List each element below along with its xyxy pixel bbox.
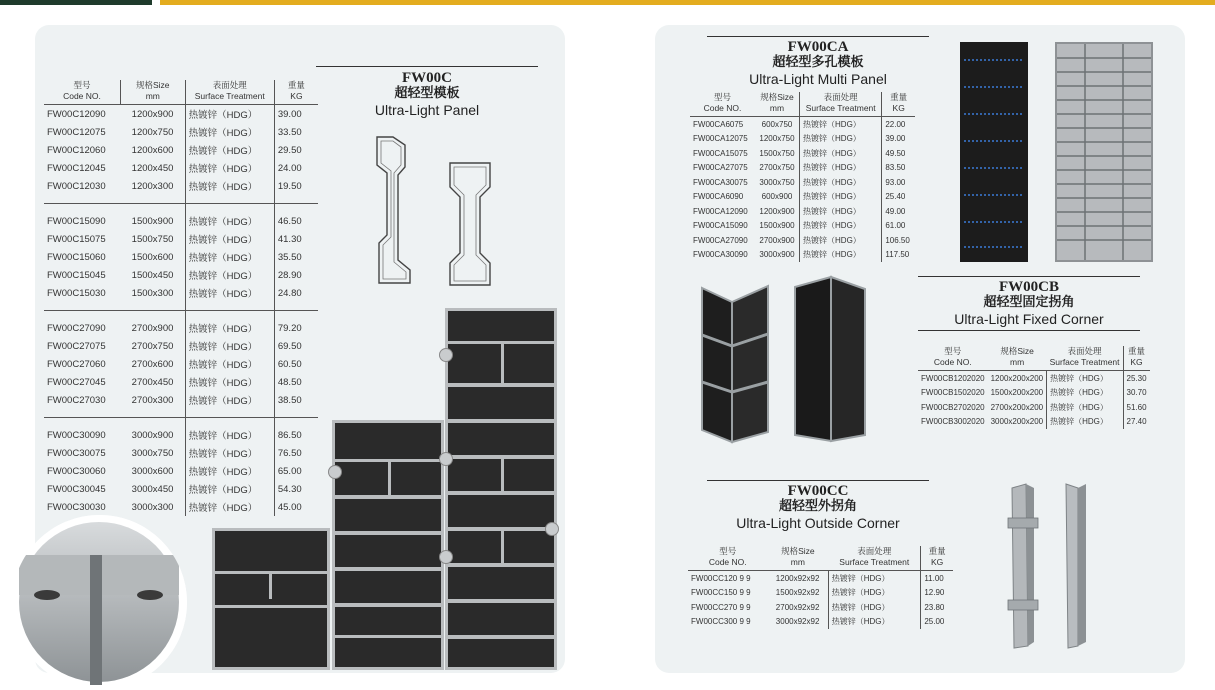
header-bar-dark bbox=[0, 0, 152, 5]
cell-size: 2700x300 bbox=[131, 394, 174, 406]
cell-weight: 83.50 bbox=[882, 161, 915, 176]
cell-weight: 65.00 bbox=[274, 462, 318, 480]
fw00ca-spec-table bbox=[690, 92, 915, 262]
cell-size: 3000x750 bbox=[759, 177, 795, 187]
cell-size: 1200x900 bbox=[131, 108, 174, 120]
cell-size: 2700x200x200 bbox=[990, 402, 1044, 412]
table-row bbox=[690, 161, 915, 176]
cell-size: 1200x92x92 bbox=[775, 573, 820, 583]
table-row bbox=[918, 386, 1150, 401]
cell-surface: 热镀锌（HDG） bbox=[1047, 400, 1123, 415]
cell-size: 1500x600 bbox=[131, 251, 174, 263]
cell-size: 2700x750 bbox=[759, 163, 795, 173]
fw00c-spec-table bbox=[44, 80, 318, 516]
table-row bbox=[690, 175, 915, 190]
fw00cc-en: Ultra-Light Outside Corner bbox=[736, 515, 900, 531]
multi-panel-hole-pattern bbox=[960, 42, 1028, 262]
fw00ca-en: Ultra-Light Multi Panel bbox=[749, 71, 887, 87]
cell-code: FW00C30090 bbox=[44, 418, 120, 445]
cell-surface: 热镀锌（HDG） bbox=[185, 177, 274, 204]
cell-surface: 热镀锌（HDG） bbox=[185, 444, 274, 462]
cell-code: FW00C27060 bbox=[47, 358, 106, 370]
table-row bbox=[690, 117, 915, 132]
cc-col-code: 型号 Code NO. bbox=[688, 546, 768, 571]
table-row bbox=[44, 248, 318, 266]
col-code: 型号 Code NO. bbox=[44, 80, 120, 105]
table-row bbox=[44, 373, 318, 391]
cell-code: FW00CA30075 bbox=[693, 177, 748, 187]
cell-code: FW00CB1502020 bbox=[921, 388, 985, 398]
cell-weight: 24.80 bbox=[274, 284, 318, 311]
ca-col-code: 型号 Code NO. bbox=[690, 92, 755, 117]
cell-code: FW00C30075 bbox=[47, 447, 106, 459]
cell-size: 1200x900 bbox=[759, 206, 795, 216]
table-row bbox=[44, 462, 318, 480]
cell-code: FW00C15060 bbox=[47, 251, 106, 263]
cell-surface: 热镀锌（HDG） bbox=[185, 355, 274, 373]
cell-weight: 38.50 bbox=[274, 391, 318, 418]
cc-col-surface: 表面处理 Surface Treatment bbox=[828, 546, 921, 571]
cell-surface: 热镀锌（HDG） bbox=[185, 123, 274, 141]
ca-col-surface: 表面处理 Surface Treatment bbox=[800, 92, 882, 117]
fixed-corner-photo-2 bbox=[793, 275, 868, 445]
cell-weight: 46.50 bbox=[274, 204, 318, 231]
cell-surface: 热镀锌（HDG） bbox=[185, 418, 274, 445]
fixed-corner-drawing-2 bbox=[793, 275, 868, 445]
cell-surface: 热镀锌（HDG） bbox=[1047, 371, 1123, 386]
cell-code: FW00C30045 bbox=[47, 483, 106, 495]
cell-surface: 热镀锌（HDG） bbox=[800, 146, 882, 161]
table-row bbox=[690, 233, 915, 248]
cell-surface: 热镀锌（HDG） bbox=[185, 373, 274, 391]
cell-size: 1500x900 bbox=[120, 204, 185, 231]
cell-code: FW00CA27090 bbox=[693, 235, 748, 245]
cell-weight: 106.50 bbox=[882, 233, 915, 248]
fw00cc-spec-table bbox=[688, 546, 953, 629]
table-row bbox=[44, 311, 318, 338]
cell-size: 3000x92x92 bbox=[775, 617, 820, 627]
cell-weight: 23.80 bbox=[921, 600, 953, 615]
cell-weight: 79.20 bbox=[274, 311, 318, 338]
cell-code: FW00CA6090 bbox=[693, 192, 744, 202]
col-size: 规格Size mm bbox=[120, 80, 185, 105]
fixed-corner-drawing-1 bbox=[700, 280, 770, 445]
fw00cb-title bbox=[918, 276, 1140, 331]
cb-col-surface: 表面处理 Surface Treatment bbox=[1047, 346, 1123, 371]
cell-surface: 热镀锌（HDG） bbox=[185, 141, 274, 159]
fw00c-en: Ultra-Light Panel bbox=[374, 102, 480, 118]
cell-weight: 48.50 bbox=[274, 373, 318, 391]
cell-size: 1500x200x200 bbox=[990, 388, 1044, 398]
outside-corner-photo bbox=[998, 482, 1098, 650]
cell-surface: 热镀锌（HDG） bbox=[828, 600, 921, 615]
table-row bbox=[44, 105, 318, 124]
cell-weight: 12.90 bbox=[921, 586, 953, 601]
cell-code: FW00CB2702020 bbox=[921, 402, 985, 412]
cell-surface: 热镀锌（HDG） bbox=[185, 311, 274, 338]
cell-size: 3000x450 bbox=[131, 483, 174, 495]
ca-col-size: 规格Size mm bbox=[755, 92, 800, 117]
cell-surface: 热镀锌（HDG） bbox=[800, 190, 882, 205]
table-row bbox=[44, 204, 318, 231]
fw00c-code: FW00C bbox=[402, 70, 452, 86]
cell-weight: 117.50 bbox=[882, 248, 915, 263]
cell-weight: 28.90 bbox=[274, 266, 318, 284]
table-row bbox=[44, 230, 318, 248]
cell-surface: 热镀锌（HDG） bbox=[185, 462, 274, 480]
cell-surface: 热镀锌（HDG） bbox=[185, 391, 274, 418]
cell-surface: 热镀锌（HDG） bbox=[185, 204, 274, 231]
table-row bbox=[918, 415, 1150, 430]
table-row bbox=[690, 219, 915, 234]
cell-code: FW00C12090 bbox=[47, 108, 106, 120]
table-row bbox=[44, 480, 318, 498]
cell-weight: 33.50 bbox=[274, 123, 318, 141]
cell-weight: 25.30 bbox=[1123, 371, 1150, 386]
cell-size: 1200x200x200 bbox=[990, 373, 1044, 383]
cb-col-code: 型号 Code NO. bbox=[918, 346, 988, 371]
cell-size: 600x900 bbox=[761, 192, 793, 202]
fixed-corner-photo-1 bbox=[700, 280, 770, 445]
cell-size: 1200x750 bbox=[759, 134, 795, 144]
cell-weight: 41.30 bbox=[274, 230, 318, 248]
cell-size: 1500x750 bbox=[131, 233, 174, 245]
cell-size: 3000x750 bbox=[131, 447, 174, 459]
fw00cb-en: Ultra-Light Fixed Corner bbox=[954, 311, 1104, 327]
cb-col-weight: 重量 KG bbox=[1123, 346, 1150, 371]
detail-photo-circle bbox=[12, 515, 187, 690]
cell-surface: 热镀锌（HDG） bbox=[185, 337, 274, 355]
fw00ca-zh: 超轻型多孔模板 bbox=[772, 55, 864, 70]
table-row bbox=[44, 337, 318, 355]
cell-weight: 61.00 bbox=[882, 219, 915, 234]
outside-corner-drawing bbox=[998, 482, 1098, 650]
cell-surface: 热镀锌（HDG） bbox=[185, 480, 274, 498]
cell-weight: 11.00 bbox=[921, 571, 953, 586]
table-row bbox=[44, 123, 318, 141]
panels-photo bbox=[330, 300, 562, 672]
multi-panel-rib-pattern bbox=[1057, 44, 1151, 260]
cell-weight: 76.50 bbox=[274, 444, 318, 462]
table-row bbox=[690, 132, 915, 147]
col-weight: 重量 KG bbox=[274, 80, 318, 105]
cell-code: FW00CA30090 bbox=[693, 250, 748, 260]
cell-surface: 热镀锌（HDG） bbox=[185, 105, 274, 124]
cell-surface: 热镀锌（HDG） bbox=[800, 161, 882, 176]
cell-size: 2700x750 bbox=[131, 340, 174, 352]
cell-weight: 93.00 bbox=[882, 175, 915, 190]
cell-weight: 30.70 bbox=[1123, 386, 1150, 401]
fw00c-zh: 超轻型模板 bbox=[394, 86, 460, 101]
table-row bbox=[688, 600, 953, 615]
cell-weight: 60.50 bbox=[274, 355, 318, 373]
multi-panel-front-photo bbox=[960, 42, 1028, 262]
cell-size: 2700x900 bbox=[759, 235, 795, 245]
cell-surface: 热镀锌（HDG） bbox=[185, 266, 274, 284]
table-row bbox=[690, 190, 915, 205]
cell-size: 1200x450 bbox=[131, 162, 174, 174]
cell-size: 1200x750 bbox=[131, 126, 174, 138]
cell-code: FW00CA12090 bbox=[693, 206, 748, 216]
cell-size: 1500x750 bbox=[759, 148, 795, 158]
cell-weight: 45.00 bbox=[274, 498, 318, 516]
cell-surface: 热镀锌（HDG） bbox=[800, 248, 882, 263]
cell-surface: 热镀锌（HDG） bbox=[800, 219, 882, 234]
cell-surface: 热镀锌（HDG） bbox=[1047, 386, 1123, 401]
cell-weight: 54.30 bbox=[274, 480, 318, 498]
cell-size: 1500x450 bbox=[131, 269, 174, 281]
table-row bbox=[44, 355, 318, 373]
table-row bbox=[688, 586, 953, 601]
cell-size: 2700x600 bbox=[131, 358, 174, 370]
cell-size: 1500x900 bbox=[759, 221, 795, 231]
cell-weight: 25.40 bbox=[882, 190, 915, 205]
cell-weight: 51.60 bbox=[1123, 400, 1150, 415]
cell-code: FW00C27075 bbox=[47, 340, 106, 352]
cell-size: 600x750 bbox=[761, 119, 793, 129]
cell-surface: 热镀锌（HDG） bbox=[185, 284, 274, 311]
cell-weight: 27.40 bbox=[1123, 415, 1150, 430]
table-row bbox=[44, 159, 318, 177]
cell-surface: 热镀锌（HDG） bbox=[185, 248, 274, 266]
cell-surface: 热镀锌（HDG） bbox=[1047, 415, 1123, 430]
cell-code: FW00CB1202020 bbox=[921, 373, 985, 383]
cell-weight: 49.50 bbox=[882, 146, 915, 161]
cell-code: FW00C12045 bbox=[47, 162, 106, 174]
fw00cb-code: FW00CB bbox=[999, 279, 1059, 295]
cell-size: 3000x900 bbox=[759, 250, 795, 260]
cell-weight: 25.00 bbox=[921, 615, 953, 630]
cell-code: FW00C12060 bbox=[47, 144, 106, 156]
cell-code: FW00C15030 bbox=[47, 287, 106, 299]
cell-code: FW00C27090 bbox=[44, 311, 120, 338]
cell-size: 1500x300 bbox=[131, 287, 174, 299]
table-row bbox=[918, 400, 1150, 415]
cell-surface: 热镀锌（HDG） bbox=[185, 159, 274, 177]
fw00ca-title bbox=[707, 36, 929, 88]
cell-code: FW00C15090 bbox=[44, 204, 120, 231]
table-row bbox=[44, 177, 318, 204]
cell-surface: 热镀锌（HDG） bbox=[185, 230, 274, 248]
table-row bbox=[690, 146, 915, 161]
cell-size: 2700x92x92 bbox=[775, 602, 820, 612]
cc-col-size: 规格Size mm bbox=[768, 546, 829, 571]
cell-weight: 86.50 bbox=[274, 418, 318, 445]
profile-drawing bbox=[365, 135, 505, 290]
cell-size: 1200x300 bbox=[131, 180, 174, 192]
cell-size: 1200x600 bbox=[131, 144, 174, 156]
cell-weight: 69.50 bbox=[274, 337, 318, 355]
fw00cb-spec-table bbox=[918, 346, 1150, 429]
fw00c-title bbox=[316, 66, 538, 119]
ca-col-weight: 重量 KG bbox=[882, 92, 915, 117]
cell-surface: 热镀锌（HDG） bbox=[828, 586, 921, 601]
small-panel-photo bbox=[212, 528, 330, 670]
cell-weight: 39.00 bbox=[882, 132, 915, 147]
cell-code: FW00C27045 bbox=[47, 376, 106, 388]
cell-code: FW00CA27075 bbox=[693, 163, 748, 173]
cell-code: FW00C12075 bbox=[47, 126, 106, 138]
cell-weight: 19.50 bbox=[274, 177, 318, 204]
cell-code: FW00C15075 bbox=[47, 233, 106, 245]
cell-code: FW00CC150 9 9 bbox=[691, 588, 751, 598]
cell-code: FW00C15045 bbox=[47, 269, 106, 281]
cell-surface: 热镀锌（HDG） bbox=[800, 175, 882, 190]
table-row bbox=[44, 391, 318, 418]
cell-weight: 35.50 bbox=[274, 248, 318, 266]
cell-size: 3000x200x200 bbox=[990, 417, 1044, 427]
cell-size: 3000x900 bbox=[120, 418, 185, 445]
table-row bbox=[44, 284, 318, 311]
table-row bbox=[44, 444, 318, 462]
table-row bbox=[44, 141, 318, 159]
table-row bbox=[688, 571, 953, 586]
fw00cb-zh: 超轻型固定拐角 bbox=[983, 295, 1075, 310]
cell-code: FW00CA15090 bbox=[693, 221, 748, 231]
cell-surface: 热镀锌（HDG） bbox=[800, 233, 882, 248]
cell-code: FW00CA12075 bbox=[693, 134, 748, 144]
cell-weight: 24.00 bbox=[274, 159, 318, 177]
cell-size: 2700x900 bbox=[120, 311, 185, 338]
cc-col-weight: 重量 KG bbox=[921, 546, 953, 571]
cell-code: FW00CB3002020 bbox=[921, 417, 985, 427]
cell-code: FW00CA6075 bbox=[693, 119, 744, 129]
cell-surface: 热镀锌（HDG） bbox=[828, 571, 921, 586]
detail-photo-drawing bbox=[12, 515, 187, 690]
cell-code: FW00CC270 9 9 bbox=[691, 602, 751, 612]
cell-size: 3000x300 bbox=[131, 501, 174, 513]
header-bar-gold bbox=[160, 0, 1215, 5]
cell-code: FW00C12030 bbox=[47, 180, 106, 192]
table-row bbox=[44, 498, 318, 516]
col-surface: 表面处理 Surface Treatment bbox=[185, 80, 274, 105]
cell-surface: 热镀锌（HDG） bbox=[800, 117, 882, 132]
cell-weight: 49.00 bbox=[882, 204, 915, 219]
cell-surface: 热镀锌（HDG） bbox=[828, 615, 921, 630]
cell-weight: 22.00 bbox=[882, 117, 915, 132]
cell-weight: 29.50 bbox=[274, 141, 318, 159]
cell-weight: 39.00 bbox=[274, 105, 318, 124]
cell-size: 1500x92x92 bbox=[775, 588, 820, 598]
cell-code: FW00CC120 9 9 bbox=[691, 573, 751, 583]
cell-code: FW00C30030 bbox=[47, 501, 106, 513]
table-row bbox=[44, 266, 318, 284]
cell-size: 2700x450 bbox=[131, 376, 174, 388]
table-row bbox=[918, 371, 1150, 386]
fw00cc-code: FW00CC bbox=[787, 483, 849, 499]
cell-surface: 热镀锌（HDG） bbox=[185, 498, 274, 516]
multi-panel-back-photo bbox=[1055, 42, 1153, 262]
fw00cc-title bbox=[707, 480, 929, 532]
fw00ca-code: FW00CA bbox=[787, 39, 849, 55]
cell-code: FW00C27030 bbox=[47, 394, 106, 406]
cb-col-size: 规格Size mm bbox=[988, 346, 1047, 371]
cell-surface: 热镀锌（HDG） bbox=[800, 204, 882, 219]
table-row bbox=[690, 248, 915, 263]
fw00cc-zh: 超轻型外拐角 bbox=[778, 499, 857, 514]
cell-code: FW00C30060 bbox=[47, 465, 106, 477]
cell-code: FW00CC300 9 9 bbox=[691, 617, 751, 627]
table-row bbox=[44, 418, 318, 445]
table-row bbox=[688, 615, 953, 630]
cell-code: FW00CA15075 bbox=[693, 148, 748, 158]
cell-surface: 热镀锌（HDG） bbox=[800, 132, 882, 147]
cell-size: 3000x600 bbox=[131, 465, 174, 477]
table-row bbox=[690, 204, 915, 219]
